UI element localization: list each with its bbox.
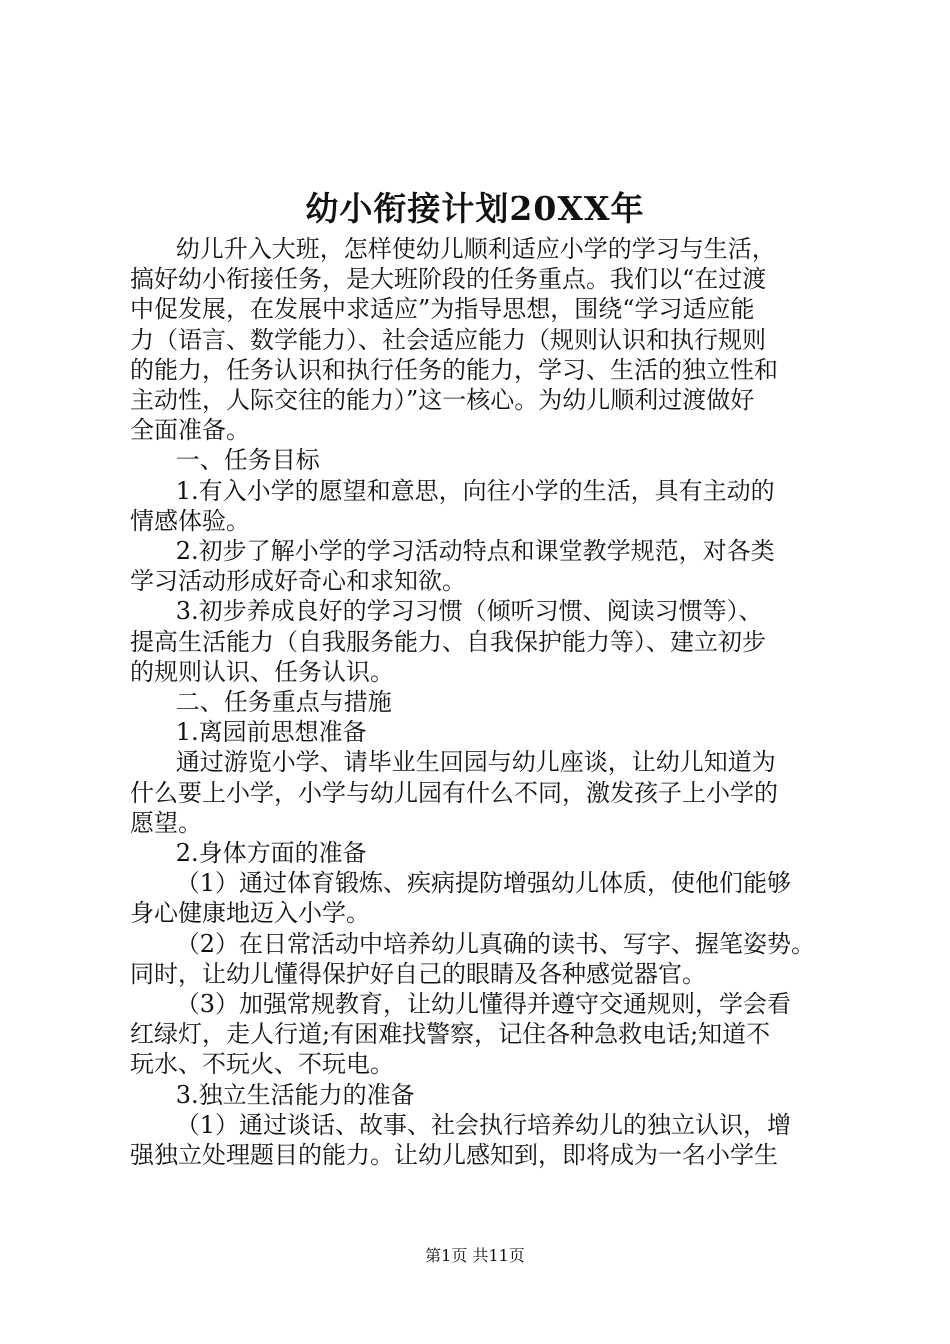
body-line: 强独立处理题目的能力。让幼儿感知到，即将成为一名小学生 xyxy=(130,1141,778,1170)
body-line: 玩水、不玩火、不玩电。 xyxy=(130,1050,394,1079)
body-line: 情感体验。 xyxy=(130,506,250,535)
body-line: 幼儿升入大班，怎样使幼儿顺利适应小学的学习与生活， xyxy=(130,235,776,263)
body-line: 3.初步养成良好的学习习惯（倾听习惯、阅读习惯等）、 xyxy=(130,597,763,626)
body-line: 全面准备。 xyxy=(130,416,250,445)
body-line: 红绿灯，走人行道;有困难找警察，记住各种急救电话;知道不 xyxy=(130,1020,771,1049)
body-line: 中促发展，在发展中求适应”为指导思想，围绕“学习适应能 xyxy=(130,295,755,324)
body-line: （1）通过谈话、故事、社会执行培养幼儿的独立认识，增 xyxy=(130,1110,792,1139)
body-line: 1.有入小学的愿望和意思，向往小学的生活，具有主动的 xyxy=(130,476,775,505)
subsection-heading: 2.身体方面的准备 xyxy=(130,839,367,868)
section-heading: 二、任务重点与措施 xyxy=(130,688,392,717)
section-heading: 一、任务目标 xyxy=(130,446,320,475)
document-title: 幼小衔接计划20XX年 xyxy=(305,189,645,228)
document-body xyxy=(130,234,840,1170)
body-line: 身心健康地迈入小学。 xyxy=(130,899,370,928)
subsection-heading: 1.离园前思想准备 xyxy=(130,718,367,747)
body-line: 力（语言、数学能力）、社会适应能力（规则认识和执行规则 xyxy=(130,325,766,354)
body-line: （2）在日常活动中培养幼儿真确的读书、写字、握笔姿势。 xyxy=(130,929,816,958)
body-line: （3）加强常规教育，让幼儿懂得并遵守交通规则，学会看 xyxy=(130,990,792,1019)
body-line: 什么要上小学，小学与幼儿园有什么不同，激发孩子上小学的 xyxy=(130,778,778,807)
body-line: 的规则认识、任务认识。 xyxy=(130,657,394,686)
page-footer: 第1页 共11页 xyxy=(425,1246,525,1265)
body-line: 2.初步了解小学的学习活动特点和课堂教学规范，对各类 xyxy=(130,537,775,566)
body-line: 同时，让幼儿懂得保护好自己的眼睛及各种感觉器官。 xyxy=(130,959,706,988)
body-line: （1）通过体育锻炼、疾病提防增强幼儿体质，使他们能够 xyxy=(130,869,792,898)
body-line: 愿望。 xyxy=(130,808,202,837)
body-line: 提高生活能力（自我服务能力、自我保护能力等）、建立初步 xyxy=(130,627,766,656)
body-line: 主动性，人际交往的能力）”这一核心。为幼儿顺利过渡做好 xyxy=(130,386,755,415)
body-line: 的能力，任务认识和执行任务的能力，学习、生活的独立性和 xyxy=(130,355,778,384)
body-line: 搞好幼小衔接任务，是大班阶段的任务重点。我们以“在过渡 xyxy=(130,265,767,294)
subsection-heading: 3.独立生活能力的准备 xyxy=(130,1080,415,1109)
body-line: 通过游览小学、请毕业生回园与幼儿座谈，让幼儿知道为 xyxy=(130,748,776,777)
body-line: 学习活动形成好奇心和求知欲。 xyxy=(130,567,466,596)
